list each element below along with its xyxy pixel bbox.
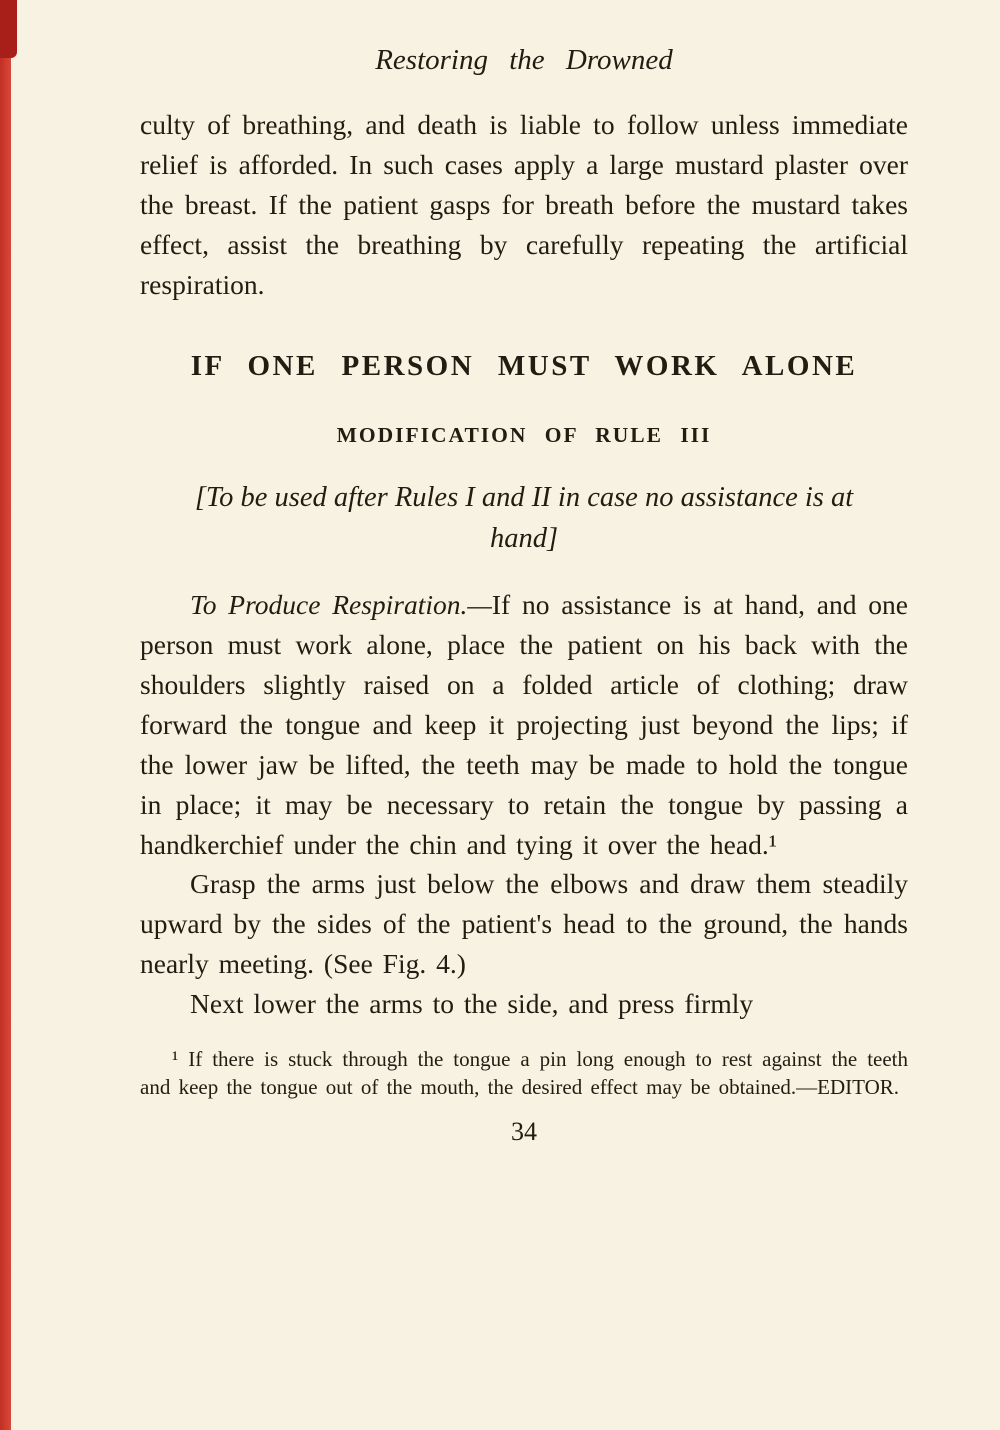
- red-edge-stripe: [0, 0, 11, 1430]
- paragraph-lead-in: To Produce Respiration.—: [190, 589, 492, 621]
- running-header: Restoring the Drowned: [375, 44, 673, 76]
- continuation-paragraph: culty of breathing, and death is liable to follow unless immediate relief is afforded. In such cases apply a large mustard plaster over the breast. If the patient gasps for breath before the mustard takes effect, assist the breathing by carefully repeating the artificial respiration.: [140, 109, 908, 300]
- paragraph-grasp-arms: Grasp the arms just below the elbows and draw them steadily upward by the sides of the patient's head to the ground, the hands nearly meeting. (See Fig. 4.): [140, 868, 908, 980]
- paragraph-next-lower: Next lower the arms to the side, and press firmly: [190, 988, 754, 1020]
- section-subheading: MODIFICATION OF RULE III: [336, 423, 712, 448]
- bracket-usage-note: [To be used after Rules I and II in case no assistance is at hand]: [194, 482, 854, 554]
- paragraph-body-text: If no assistance is at hand, and one person must work alone, place the patient on his back with the shoulders slightly raised on a folded article of clothing; draw forward the tongue and keep it projecting just beyond the lips; if the lower jaw be lifted, the teeth may be made to hold the tongue in place; it may be necessary to retain the tongue by passing a handkerchief under the chin and tying it over the head.¹: [140, 589, 908, 860]
- paragraph-produce-respiration: [140, 585, 908, 864]
- red-edge-top-mark: [0, 0, 17, 58]
- footnote: ¹ If there is stuck through the tongue a pin long enough to rest against the teeth and keep the tongue out of the mouth, the desired effect may be obtained.—EDITOR.: [140, 1046, 908, 1099]
- page-number: 34: [511, 1117, 537, 1147]
- page-content: [140, 44, 908, 1147]
- section-heading: IF ONE PERSON MUST WORK ALONE: [190, 350, 858, 383]
